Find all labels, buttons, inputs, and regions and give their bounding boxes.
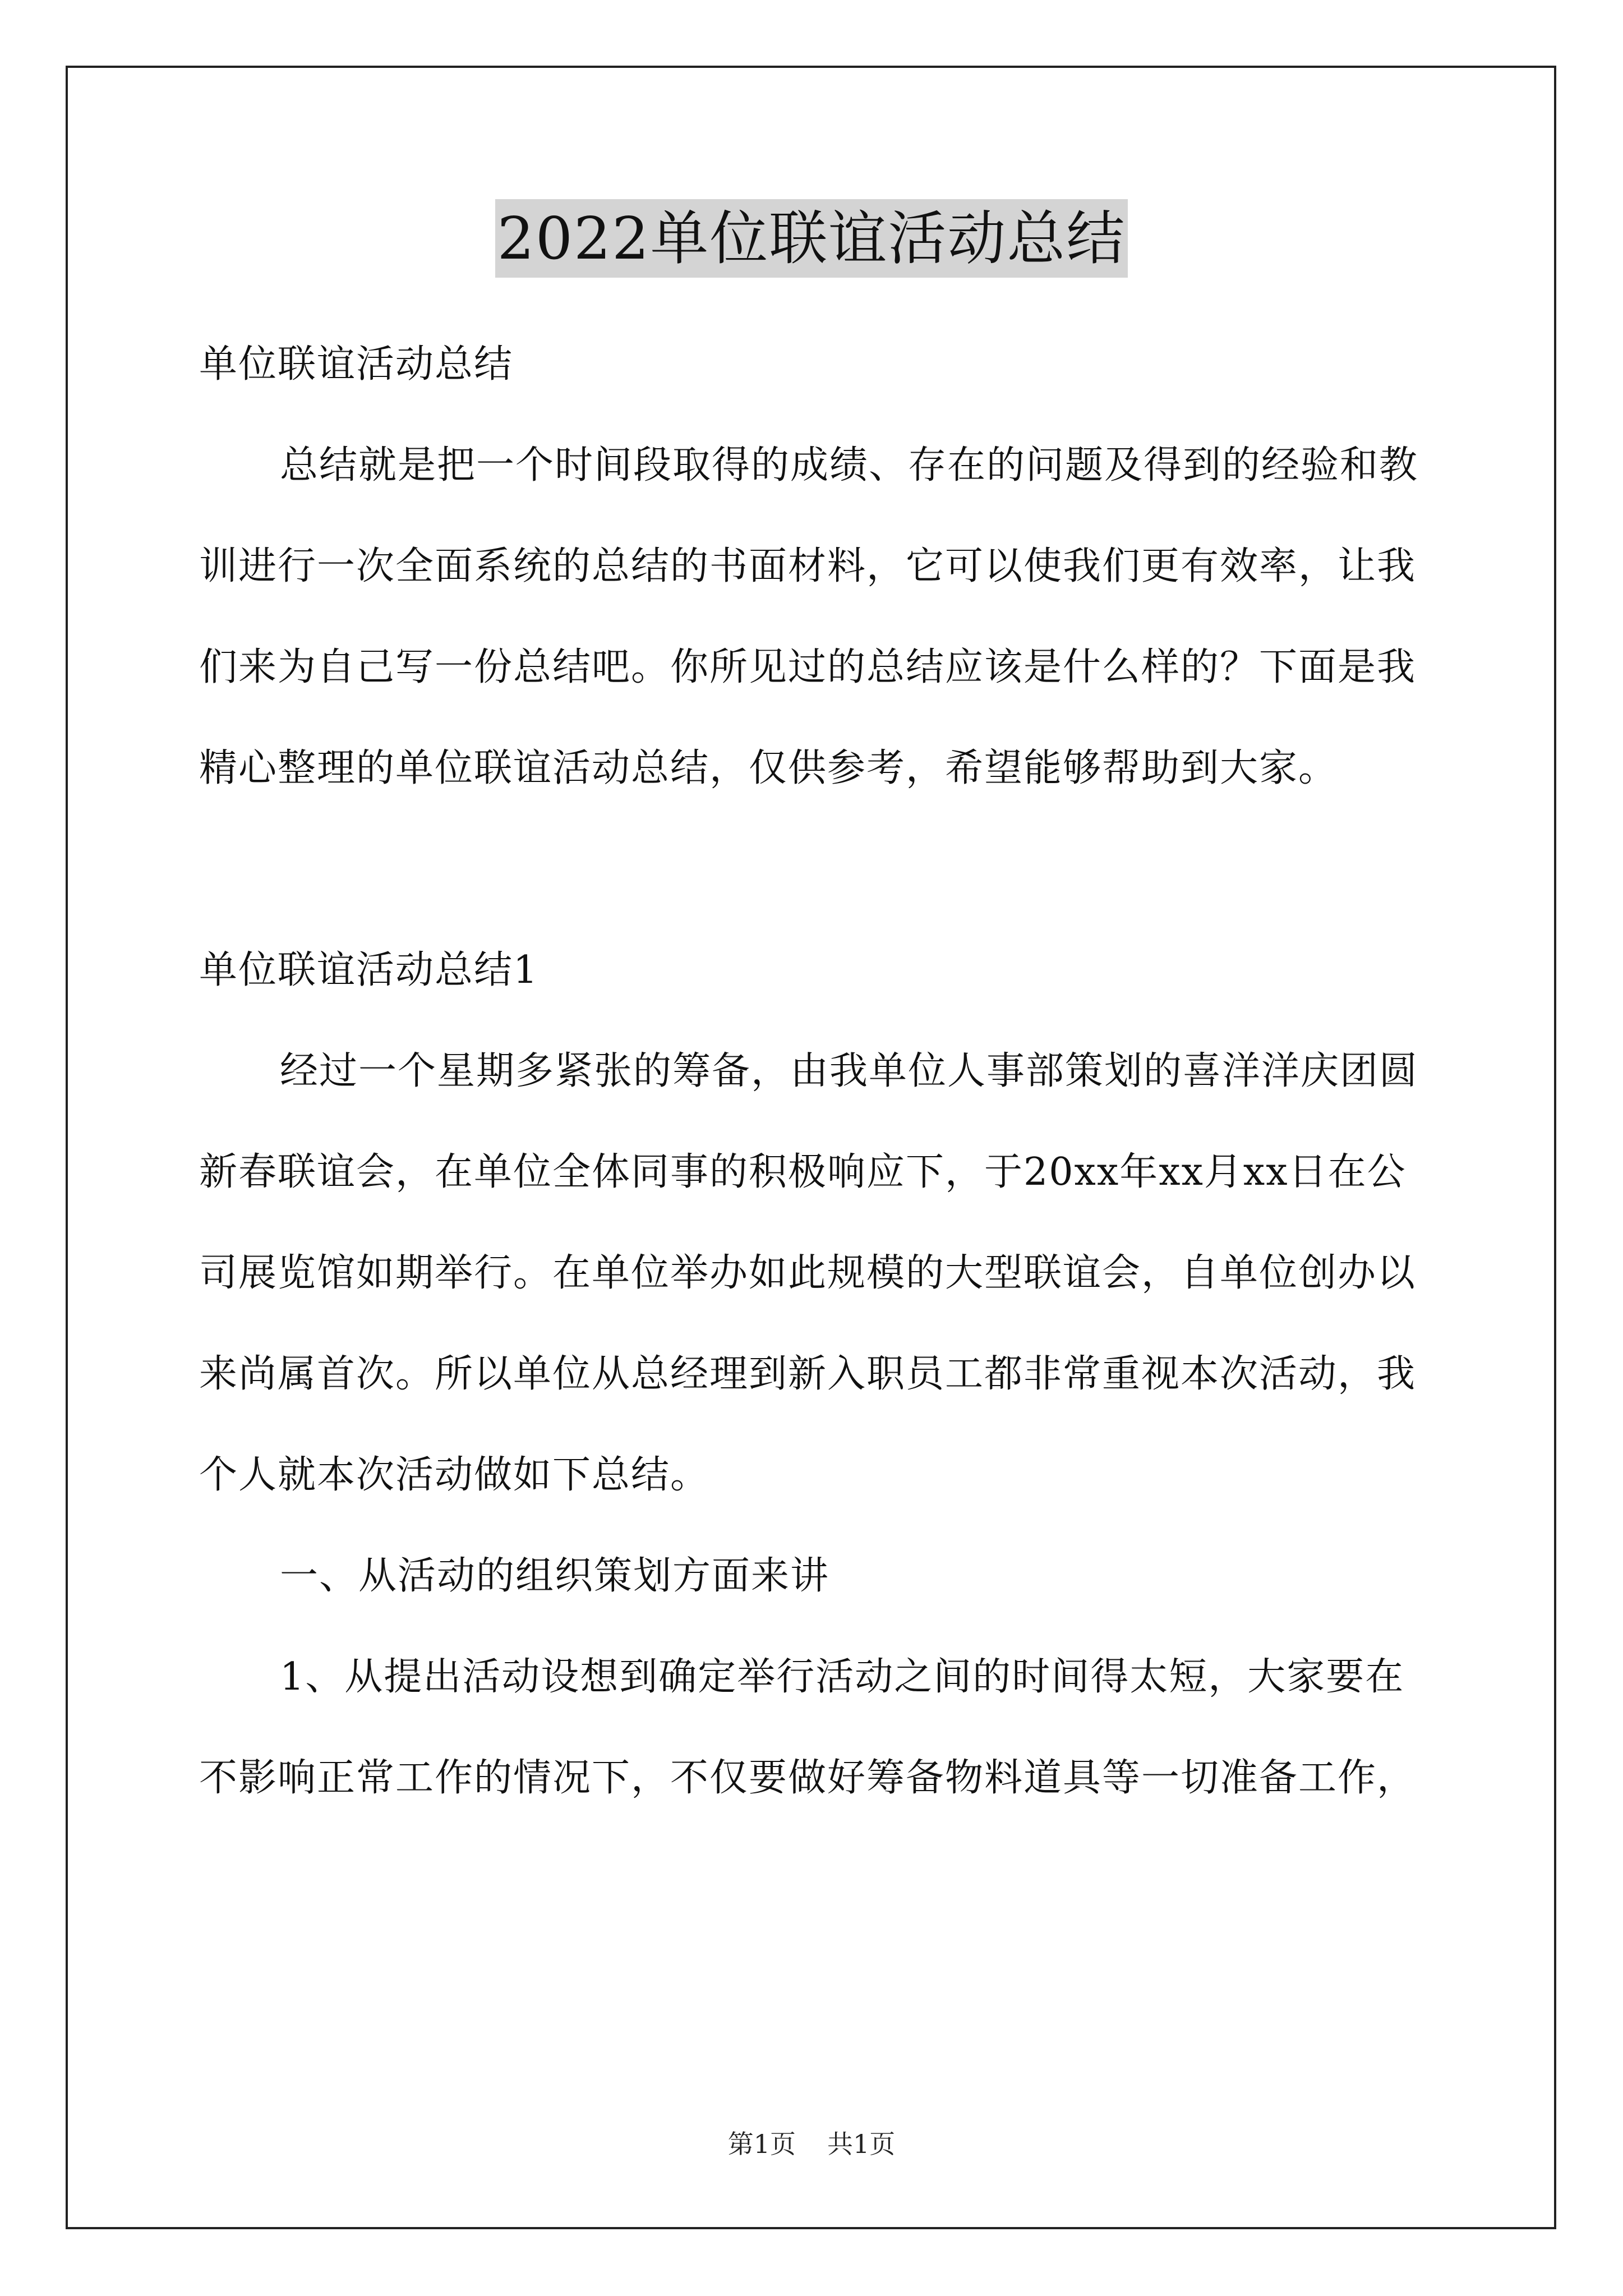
list-item: 1、从提出活动设想到确定举行活动之间的时间得太短，大家要在不影响正常工作的情况下，不仅要做好筹备物料道具等一切准备工作， xyxy=(199,1655,1417,1800)
title-container xyxy=(0,199,1623,278)
page-total: 共1页 xyxy=(827,2129,896,2159)
section-heading: 单位联谊活动总结1 xyxy=(199,948,539,992)
document-body xyxy=(199,314,1433,1829)
section-heading: 单位联谊活动总结 xyxy=(199,342,514,386)
intro-paragraph: 总结就是把一个时间段取得的成绩、存在的问题及得到的经验和教训进行一次全面系统的总结的书面材料，它可以使我们更有效率，让我们来为自己写一份总结吧。你所见过的总结应该是什么样的？下面是我精心整理的单位联谊活动总结，仅供参考，希望能够帮助到大家。 xyxy=(199,443,1419,790)
body-paragraph: 经过一个星期多紧张的筹备，由我单位人事部策划的喜洋洋庆团圆新春联谊会，在单位全体同事的积极响应下，于20xx年xx月xx日在公司展览馆如期举行。在单位举办如此规模的大型联谊会，自单位创办以来尚属首次。所以单位从总经理到新入职员工都非常重视本次活动，我个人就本次活动做如下总结。 xyxy=(199,1049,1419,1497)
page-footer xyxy=(0,2127,1623,2161)
paragraph-spacer xyxy=(199,819,1433,920)
document-title: 2022单位联谊活动总结 xyxy=(495,199,1128,278)
subheading: 一、从活动的组织策划方面来讲 xyxy=(280,1554,830,1598)
page-number: 第1页 xyxy=(727,2129,796,2159)
